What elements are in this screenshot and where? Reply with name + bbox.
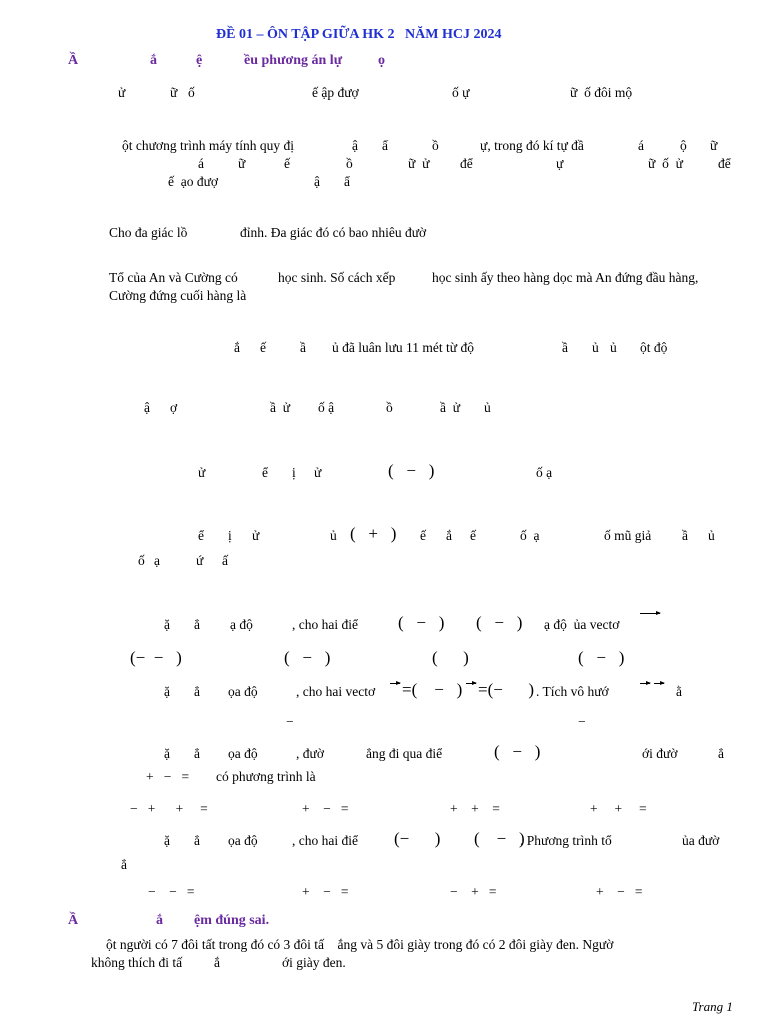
q6-text: ậ bbox=[144, 400, 150, 415]
q4-text: Cường đứng cuối hàng là bbox=[109, 288, 247, 303]
q11-text: ọa độ bbox=[228, 746, 258, 761]
q6-text: ố ậ bbox=[318, 400, 335, 415]
q12-option-c: − + = bbox=[450, 884, 497, 899]
section-1-heading-part: Ầ bbox=[68, 53, 79, 68]
section-2-heading-part: ệm đúng sai. bbox=[194, 913, 270, 928]
q3-text: Cho đa giác lồ bbox=[109, 225, 188, 240]
section-1-heading-part: ọ bbox=[378, 53, 385, 68]
q2-text: ẩ bbox=[382, 138, 388, 153]
q6-text: ồ bbox=[386, 400, 393, 415]
q9-option-a: (− − ) bbox=[130, 648, 182, 667]
q6-text: ợ bbox=[170, 400, 178, 415]
q8-text: ố mũ giả bbox=[604, 528, 652, 543]
q5-text: ắ bbox=[234, 340, 240, 355]
q2-text: để bbox=[460, 156, 473, 171]
q8-text: ủ bbox=[330, 528, 337, 543]
q10-text: ẳ bbox=[194, 684, 200, 699]
q10-text: ặ bbox=[164, 684, 170, 699]
s2q1-text: ắ bbox=[214, 955, 220, 970]
s2q1-text: ột người có 7 đôi tất trong đó có 3 đôi tấ ắng và 5 đôi giày trong đó có 2 đôi giày đen. Ngườ bbox=[106, 937, 614, 952]
section-1-heading-part: ắ bbox=[150, 53, 157, 68]
q1-text: ế ập đượ bbox=[312, 85, 359, 100]
q5-text: ột độ bbox=[640, 340, 668, 355]
q8-text: ể bbox=[198, 528, 204, 543]
q8-text: ố bbox=[138, 553, 145, 568]
q10-text: ọa độ bbox=[228, 684, 258, 699]
q11-text: ẳng đi qua điể bbox=[366, 746, 443, 761]
q2-text: ữ bbox=[238, 156, 246, 171]
q10-text: ằ bbox=[676, 684, 682, 699]
q5-text: ủ bbox=[592, 340, 599, 355]
q11-option-a: − + + = bbox=[130, 801, 208, 816]
vector-arrow-icon bbox=[654, 683, 664, 684]
q11-math: ( − ) bbox=[494, 742, 541, 761]
q2-text: ữ ử bbox=[408, 156, 430, 171]
q9-text: ạ độ bbox=[230, 617, 253, 632]
q11-option-c: + + = bbox=[450, 801, 500, 816]
q12-option-b: + − = bbox=[302, 884, 349, 899]
q9-math: ( − ) bbox=[398, 613, 445, 632]
q12-text: ặ bbox=[164, 833, 170, 848]
q11-math: + − = bbox=[146, 769, 190, 784]
q9-text: ạ độ ủa vectơ bbox=[544, 617, 620, 632]
page-title: ĐỀ 01 – ÔN TẬP GIỮA HK 2 NĂM HCJ 2024 bbox=[216, 27, 502, 42]
q7-text: ử bbox=[198, 465, 206, 480]
q10-text: , cho hai vectơ bbox=[296, 684, 376, 699]
q8-text: ấ bbox=[222, 553, 228, 568]
q2-text: ữ bbox=[710, 138, 718, 153]
q2-text: á bbox=[638, 138, 644, 153]
q5-text: ầ bbox=[562, 340, 568, 355]
q2-text: để bbox=[718, 156, 731, 171]
q7-text: ử bbox=[314, 465, 322, 480]
q5-text: ủ đã luân lưu 11 mét từ độ bbox=[332, 340, 474, 355]
q1-text: ố ự bbox=[452, 85, 470, 100]
q12-text: ẳ bbox=[121, 857, 127, 872]
q1-text: ố bbox=[188, 85, 195, 100]
q11-text: ới đườ bbox=[642, 746, 678, 761]
vector-arrow-icon bbox=[640, 613, 660, 614]
q2-text: ộ bbox=[680, 138, 687, 153]
q2-text: ữ ố ử bbox=[648, 156, 683, 171]
q5-text: ủ bbox=[610, 340, 617, 355]
q5-text: ầ bbox=[300, 340, 306, 355]
q8-text: ố ạ bbox=[520, 528, 540, 543]
s2q1-text: không thích đi tấ bbox=[91, 955, 183, 970]
q4-text: học sinh. Số cách xếp bbox=[278, 270, 396, 285]
section-2-heading-part: ắ bbox=[156, 913, 163, 928]
q11-text: ặ bbox=[164, 746, 170, 761]
q11-text: ẳ bbox=[194, 746, 200, 761]
q10-math: =(− ) bbox=[478, 680, 534, 699]
q8-text: ử bbox=[252, 528, 260, 543]
q2-text: ậ bbox=[314, 174, 320, 189]
q12-math: (− ) bbox=[394, 829, 441, 848]
q8-text: ứ bbox=[196, 553, 204, 568]
q6-text: ầ ử bbox=[270, 400, 291, 415]
section-1-heading-part: ều phương án lự bbox=[244, 53, 343, 68]
q9-math: ( − ) bbox=[476, 613, 523, 632]
q3-text: đỉnh. Đa giác đó có bao nhiêu đườ bbox=[240, 225, 427, 240]
section-1-heading-part: ệ bbox=[196, 53, 203, 68]
vector-arrow-icon bbox=[466, 683, 476, 684]
q8-text: ủ bbox=[708, 528, 715, 543]
q10-math: =( − ) bbox=[402, 680, 463, 699]
vector-arrow-icon bbox=[390, 683, 400, 684]
q12-text: ọa độ bbox=[228, 833, 258, 848]
vector-arrow-icon bbox=[640, 683, 650, 684]
q12-option-d: + − = bbox=[596, 884, 643, 899]
q9-option-d: ( − ) bbox=[578, 648, 625, 667]
q12-text: ủa đườ bbox=[682, 833, 720, 848]
q7-math: ( − ) bbox=[388, 461, 435, 480]
q9-option-b: ( − ) bbox=[284, 648, 331, 667]
q4-text: Tổ của An và Cường có bbox=[109, 270, 238, 285]
q2-text: ế bbox=[284, 156, 290, 171]
q6-text: ủ bbox=[484, 400, 491, 415]
q11-option-b: + − = bbox=[302, 801, 349, 816]
q9-text: ẳ bbox=[194, 617, 200, 632]
q11-text: có phương trình là bbox=[216, 769, 316, 784]
q8-text: ạ bbox=[154, 553, 160, 568]
q2-text: ồ bbox=[346, 156, 353, 171]
q9-text: ặ bbox=[164, 617, 170, 632]
q2-text: á bbox=[198, 156, 204, 171]
q1-text: ữ bbox=[170, 85, 178, 100]
q6-text: ầ ử bbox=[440, 400, 461, 415]
q11-option-d: + + = bbox=[590, 801, 647, 816]
q9-text: , cho hai điể bbox=[292, 617, 358, 632]
q2-text: ậ bbox=[352, 138, 358, 153]
section-2-heading-part: Ầ bbox=[68, 913, 79, 928]
q2-text: ồ bbox=[432, 138, 439, 153]
q8-text: ắ bbox=[446, 528, 452, 543]
q11-text: ẳ bbox=[718, 746, 724, 761]
q12-text: ẳ bbox=[194, 833, 200, 848]
s2q1-text: ới giày đen. bbox=[282, 955, 346, 970]
q12-text: , cho hai điể bbox=[292, 833, 358, 848]
q1-text: ử bbox=[118, 85, 126, 100]
q2-text: ẩ bbox=[344, 174, 350, 189]
q2-text: ột chương trình máy tính quy đị bbox=[122, 138, 294, 153]
q9-option-c: ( ) bbox=[432, 648, 469, 667]
q10-text: . Tích vô hướ bbox=[536, 684, 609, 699]
q5-text: ế bbox=[260, 340, 266, 355]
q8-text: ầ bbox=[682, 528, 688, 543]
q8-text: ế bbox=[420, 528, 426, 543]
q4-text: học sinh ấy theo hàng dọc mà An đứng đầu hàng, bbox=[432, 270, 699, 285]
q8-math: ( + ) bbox=[350, 524, 397, 543]
q7-text: ể bbox=[262, 465, 268, 480]
q2-text: ự, trong đó kí tự đầ bbox=[480, 138, 584, 153]
q2-text: ự bbox=[556, 156, 564, 171]
q12-math: ( − ) bbox=[474, 829, 525, 848]
q12-text: . Phương trình tổ bbox=[520, 833, 612, 848]
q11-text: , đườ bbox=[296, 746, 324, 761]
q10-option-b: − bbox=[286, 714, 294, 729]
q7-text: ị bbox=[292, 465, 296, 480]
q8-text: ị bbox=[228, 528, 232, 543]
q2-text: ế ạo đượ bbox=[168, 174, 219, 189]
q1-text: ữ ố đôi mộ bbox=[570, 85, 633, 100]
q12-option-a: − − = bbox=[148, 884, 195, 899]
q8-text: ế bbox=[470, 528, 476, 543]
q10-option-d: − bbox=[578, 714, 586, 729]
page-number: Trang 1 bbox=[692, 999, 733, 1014]
q7-text: ố ạ bbox=[536, 465, 553, 480]
